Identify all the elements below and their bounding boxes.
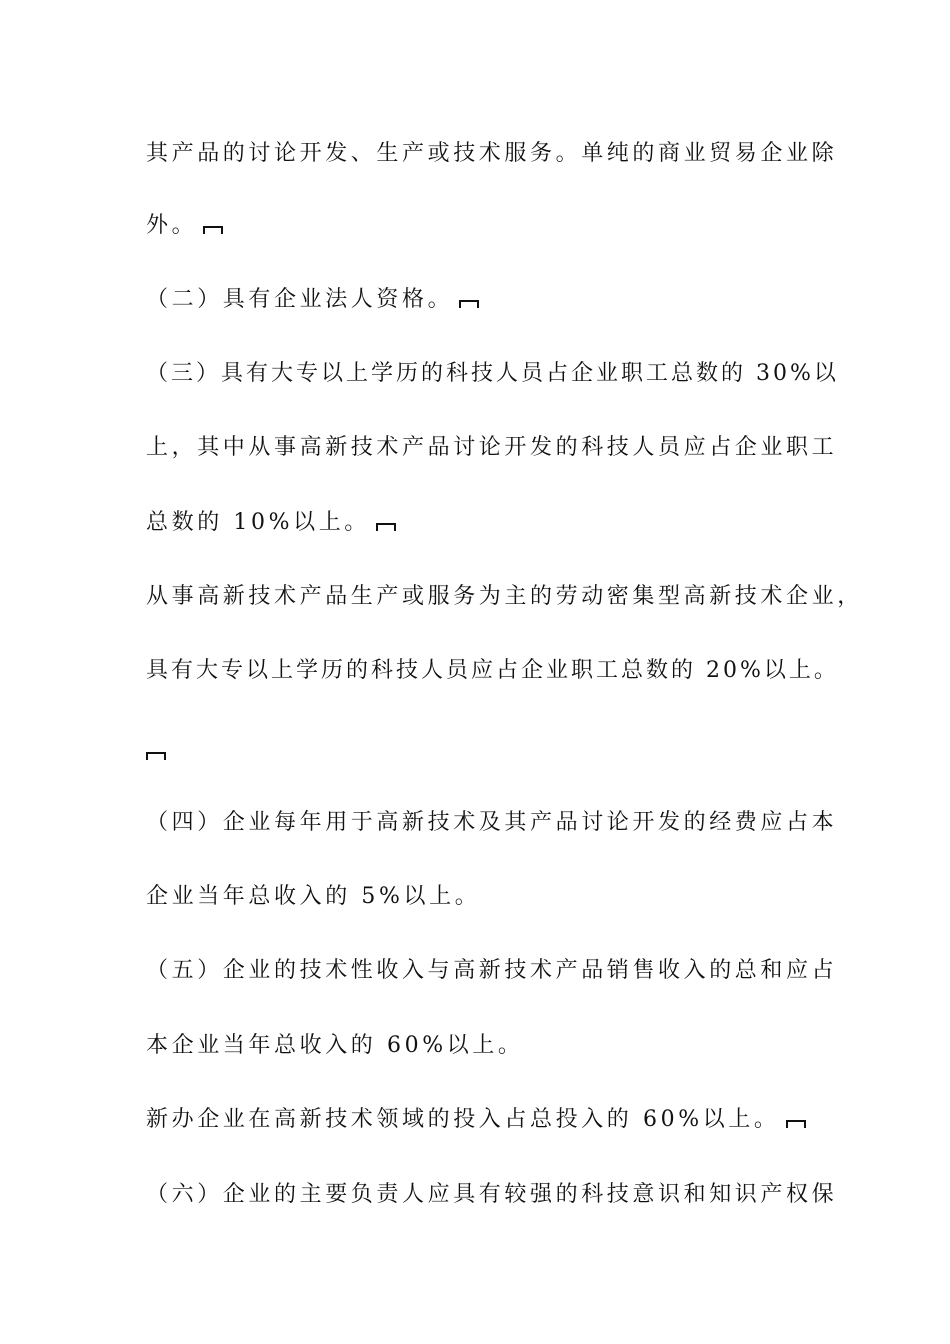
paragraph-mark-icon <box>786 1120 806 1128</box>
text-line-10 <box>146 882 816 912</box>
paragraph-mark-icon <box>203 226 223 234</box>
paragraph-mark-icon <box>376 523 396 531</box>
text-line-9 <box>146 808 838 838</box>
paragraph-mark-icon <box>459 300 479 308</box>
text-line-6 <box>146 508 816 538</box>
text-line-14 <box>146 1180 838 1210</box>
text-line-4 <box>146 359 839 389</box>
text-line-9-content: （四）企业每年用于高新技术及其产品讨论开发的经费应占本 <box>146 810 838 835</box>
text-line-6-content: 总数的 10%以上。 <box>146 510 370 535</box>
text-line-2 <box>146 211 816 241</box>
text-line-2-content: 外。 <box>146 213 198 238</box>
text-line-5-content: 上，其中从事高新技术产品讨论开发的科技人员应占企业职工 <box>146 435 838 460</box>
text-line-8 <box>146 656 839 686</box>
text-line-10-content: 企业当年总收入的 5%以上。 <box>146 884 481 909</box>
text-line-3 <box>146 285 816 315</box>
text-line-7 <box>146 582 863 612</box>
text-line-1-content: 其产品的讨论开发、生产或技术服务。单纯的商业贸易企业除 <box>146 141 838 166</box>
text-line-11-content: （五）企业的技术性收入与高新技术产品销售收入的总和应占 <box>146 958 838 983</box>
text-line-13-content: 新办企业在高新技术领域的投入占总投入的 60%以上。 <box>146 1107 780 1132</box>
paragraph-mark-icon <box>146 752 166 760</box>
text-line-11 <box>146 956 838 986</box>
text-line-14-content: （六）企业的主要负责人应具有较强的科技意识和知识产权保 <box>146 1182 838 1207</box>
text-line-12 <box>146 1031 816 1061</box>
text-line-12-content: 本企业当年总收入的 60%以上。 <box>146 1033 524 1058</box>
text-line-13 <box>146 1105 816 1135</box>
text-line-8-content: 具有大专以上学历的科技人员应占企业职工总数的 20%以上。 <box>146 658 839 683</box>
text-line-4-content: （三）具有大专以上学历的科技人员占企业职工总数的 30%以 <box>146 361 839 386</box>
text-line-1 <box>146 139 838 169</box>
text-line-3-content: （二）具有企业法人资格。 <box>146 287 454 312</box>
text-line-5 <box>146 433 838 463</box>
text-line-7-content: 从事高新技术产品生产或服务为主的劳动密集型高新技术企业， <box>146 584 863 609</box>
